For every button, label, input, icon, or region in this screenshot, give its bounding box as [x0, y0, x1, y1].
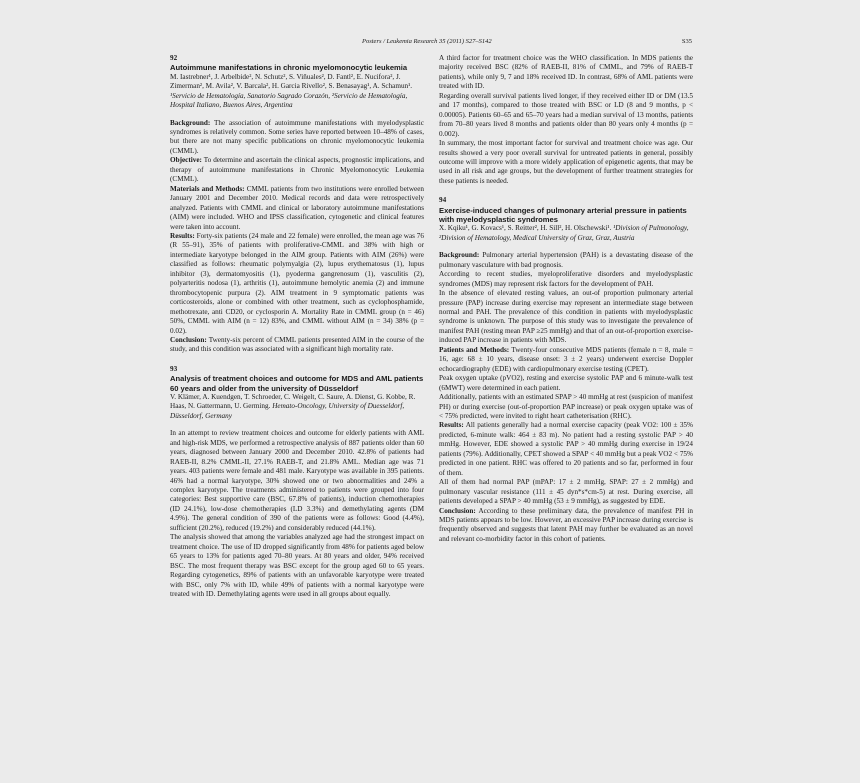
body-paragraph: In the absence of elevated resting values, an out-of proportion pulmonary arterial pressure (PAP) increase during exercise may represent an intermediate stage between normal and PAH. The prevalence of this condition in patients with myelodysplastic syndrome is unknown. The purpose of this study was to investigate the prevalence of manifest PAH (resting mean PAP ≥25 mmHg) and that of an out-of-proportion exercise-induced PAP increase in patients with MDS. [439, 289, 693, 345]
conclusion-paragraph [439, 507, 693, 545]
background-paragraph [439, 251, 693, 270]
abstract-title: Analysis of treatment choices and outcome for MDS and AML patients 60 years and older from the university of Düsseldorf [170, 374, 424, 393]
journal-citation: Posters / Leukemia Research 35 (2011) S27–S142 [362, 38, 492, 45]
section-text: Twenty-four consecutive MDS patients (female n = 8, male = 16, age: 68 ± 10 years, disease onset: 3 ± 2 years) underwent exercise Doppler echocardiography (EDE) with cardiopulmonary exercise testing (CPET). [439, 345, 693, 373]
abstract-94 [439, 196, 693, 544]
abstract-number: 92 [170, 54, 178, 62]
affiliation: Hemato-Oncology, University of Duesseldorf, Düsseldorf, Germany [170, 402, 405, 420]
section-label: Results: [170, 232, 195, 240]
section-label: Patients and Methods: [439, 345, 510, 354]
body-paragraph: In summary, the most important factor for survival and treatment choice was age. Our results showed a very poor overall survival for untreated patients in general, possibly outcome will improve with a more widely application of epigenetic agents, that may be used in all risk and age groups, but the development of further treatment strategies for these patients is needed. [439, 139, 693, 185]
section-text: All patients generally had a normal exercise capacity (peak VO2: 100 ± 35% predicted, 6-minute walk: 464 ± 83 m). No patient had a resting systolic PAP > 40 mmHg. However, EDE showed a systolic PAP > 40 mmHg during exercise in 19/24 patients (79%). Additionally, CPET showed a SPAP < 40 mmHg but a peak VO2 < 75% predicted in one patient. RHC was offered to 20 patients and so far, performed in four of them. [439, 421, 693, 477]
section-text: According to these preliminary data, the prevalence of manifest PH in MDS patients appears to be low. However, an excessive PAP increase during exercise is frequently observed and suggests that latent PAH may further be evaluated as an novel and relevant co-morbidity factor in this cohort of patients. [439, 506, 693, 543]
author-list [170, 73, 424, 111]
section-text: To determine and ascertain the clinical aspects, prognostic implications, and therapy of autoimmune manifestations in Chronic Myelomonocytic Leukemia (CMML). [170, 156, 424, 184]
body-paragraph: All of them had normal PAP (mPAP: 17 ± 2 mmHg, SPAP: 27 ± 2 mmHg) and pulmonary vascular resistance (111 ± 45 dyn*s*cm-5) at rest. During exercise, all patients developed a SPAP > 40 mmHg (53 ± 9 mmHg), as suggested by EDE. [439, 478, 693, 506]
section-label: Conclusion: [170, 335, 207, 344]
section-label: Conclusion: [439, 506, 476, 515]
objective-paragraph [170, 156, 424, 184]
section-label: Results: [439, 421, 464, 430]
section-label: Background: [439, 251, 480, 260]
section-text: The association of autoimmune manifestations with myelodysplastic syndromes is relatively common. Some series have reported between 10–48% of cases, but there are not many specific publications on chronic myelomonocytic leukemia (CMML). [170, 118, 424, 155]
body-paragraph: The analysis showed that among the variables analyzed age had the strongest impact on treatment choice. The use of ID dropped significantly from 48% for patients aged below 65 years to 13% for patients aged 70–80 years. At 80 years and older, 94% received BSC. The most frequent therapy was BSC except for the group aged 60 to 65 years. Regarding cytogenetics, 89% of patients with an unfavorable karyotype were treated with BSC, only 7% with ID, while 49% of patients with a normal karyotype were treated with ID. Demethylating agents were used in all groups about equally. [170, 533, 424, 598]
abstract-title: Exercise-induced changes of pulmonary arterial pressure in patients with myelodysplastic syndromes [439, 205, 687, 225]
page-number: S35 [681, 38, 692, 45]
methods-paragraph [439, 346, 693, 374]
section-text: Twenty-six percent of CMML patients presented AIM in the course of the study, and this condition was associated with a significant high mortality rate. [170, 335, 424, 354]
affiliation: ¹Division of Pulmonology, ²Division of Hematology, Medical University of Graz, Graz, Austria [439, 224, 689, 242]
background-paragraph [170, 119, 424, 157]
body-paragraph: In an attempt to review treatment choices and outcome for elderly patients with AML and high-risk MDS, we performed a retrospective analysis of 887 patients older than 60 years, diagnosed between January 2000 and December 2010. 42.8% of patients had RAEB-II, 8.2% CMML-II, 27.1% RAEB-T, and 21.8% AML. Median age was 71 years. 403 patients were female and 481 male. Karyotype was available in 395 patients. 46% had a normal karyotype, 30% showed one or two abnormalities and 24% a complex karyotype. The treatments administered to patients were grouped into four categories: Best supportive care (BSC, 67.8% of patients), induction chemotherapies (ID 24.1%), low-dose chemotherapies (LD 3.3%) and demethylating agents (DM 4.9%). The general condition of 390 of the patients were as follows: Good (4.4%), sufficient (20.2%), reduced (19.2%) and considerably reduced (44.1%). [170, 429, 424, 532]
body-paragraph: A third factor for treatment choice was the WHO classification. In MDS patients the majority received BSC (82% of RAEB-II, 81% of CMML, and 79% of RAEB-T patients), while only 9, 7 and 18% received ID. In contrast, 68% of AML patients were treated with ID. [439, 54, 693, 91]
authors-text: X. Kqiku¹, G. Kovacs¹, S. Reitter², H. Sill², H. Olschewski¹. [439, 224, 612, 233]
abstract-93-continued [439, 54, 693, 186]
results-paragraph [439, 421, 693, 478]
results-paragraph [170, 232, 424, 336]
body-paragraph: According to recent studies, myeloproliferative disorders and myelodysplastic syndromes (MDS) may represent risk factors for the development of PAH. [439, 270, 693, 288]
abstract-number: 93 [170, 364, 178, 373]
authors-text: V. Klämer, A. Kuendgen, T. Schroeder, C. Weigelt, C. Saure, A. Dienst, G. Kobbe, R. Haas, N. Gattermann, U. Germing. [170, 392, 416, 411]
section-label: Materials and Methods: [170, 184, 245, 193]
section-text: Pulmonary arterial hypertension (PAH) is a devastating disease of the pulmonary vasculature with bad prognosis. [439, 251, 693, 269]
authors-text: M. Iastrebner¹, J. Arbelbide², N. Schutz², S. Viñuales², D. Fantl², E. Nucifora², J. Zimerman², M. Avila², V. Barcala², H. Garcia Rivello², S. Benasayag¹, A. Schamun¹. [170, 72, 413, 91]
abstract-93 [170, 365, 424, 600]
running-header [170, 38, 692, 50]
left-column [170, 54, 424, 599]
section-label: Background: [170, 118, 211, 127]
author-list [170, 393, 424, 421]
conclusion-paragraph [170, 336, 424, 355]
author-list [439, 224, 693, 243]
abstract-number: 94 [439, 196, 447, 205]
right-column [439, 54, 693, 544]
abstract-title: Autoimmune manifestations in chronic myelomonocytic leukemia [170, 63, 408, 73]
body-paragraph: Regarding overall survival patients lived longer, if they received either ID or DM (13.5 and 17 months), compared to those treated with BSC or LD (8 and 9 months, p < 0.00005). Patients 60–65 and 65–70 years had a median survival of 13 months, patients from 70–80 years lived 8 months and patients older than 80 years only 4 months (p = 0.002). [439, 91, 693, 138]
body-paragraph: Additionally, patients with an estimated SPAP > 40 mmHg at rest (suspicion of manifest PH) or during exercise (out-of-proportion PAP increase) or peak oxygen uptake was of < 75% predicted, were invited to right heart catheterisation (RHC). [439, 393, 693, 420]
methods-paragraph [170, 185, 424, 232]
abstract-92 [170, 54, 424, 355]
body-paragraph: Peak oxygen uptake (pVO2), resting and exercise systolic PAP and 6 minute-walk test (6MWT) were determined in each patient. [439, 374, 693, 392]
section-text: CMML patients from two institutions were enrolled between January 2001 and December 2010. Medical records and data were retrospectively analyzed. Patients with CMML and clinical or laboratory autoimmune manifestations (AIM) were included. WHO and IPSS classification, cytogenetic and clinical features were taken into account. [170, 184, 424, 231]
section-text: Forty-six patients (24 male and 22 female) were enrolled, the mean age was 76 (R 55–91), 35% of patients with proliferative-CMML and 38% with high or intermediate karyotype belonged in the AIM group. Patients with AIM (26%) were classified as follows: rheumatic polymyalgia (2), lupus erythematosus (1), lupus inhibitor (3), dermatomyositis (1), pyoderma gangrenosum (1), vasculitis (2), polyarteritis nodosa (1), arthritis (1), autoimmune hemolytic anemia (2) and immune thrombocytopenic purpura (2). AIM treatment in 9 symptomatic patients was corticosteroids, alone or combined with other treatment, such as cyclophosphamide, methotrexate, anti CD20, or cyclosporin A. Mortality Rate in CMML group (n = 46) 50%, CMML with AIM (n = 12) 83%, and CMML without AIM (n = 34) 38% (p = 0.02). [170, 232, 424, 335]
section-label: Objective: [170, 156, 202, 165]
affiliation: ¹Servicio de Hematología, Sanatorio Sagrado Corazón, ²Servicio de Hematología, Hospital Italiano, Buenos Aires, Argentina [170, 91, 408, 110]
